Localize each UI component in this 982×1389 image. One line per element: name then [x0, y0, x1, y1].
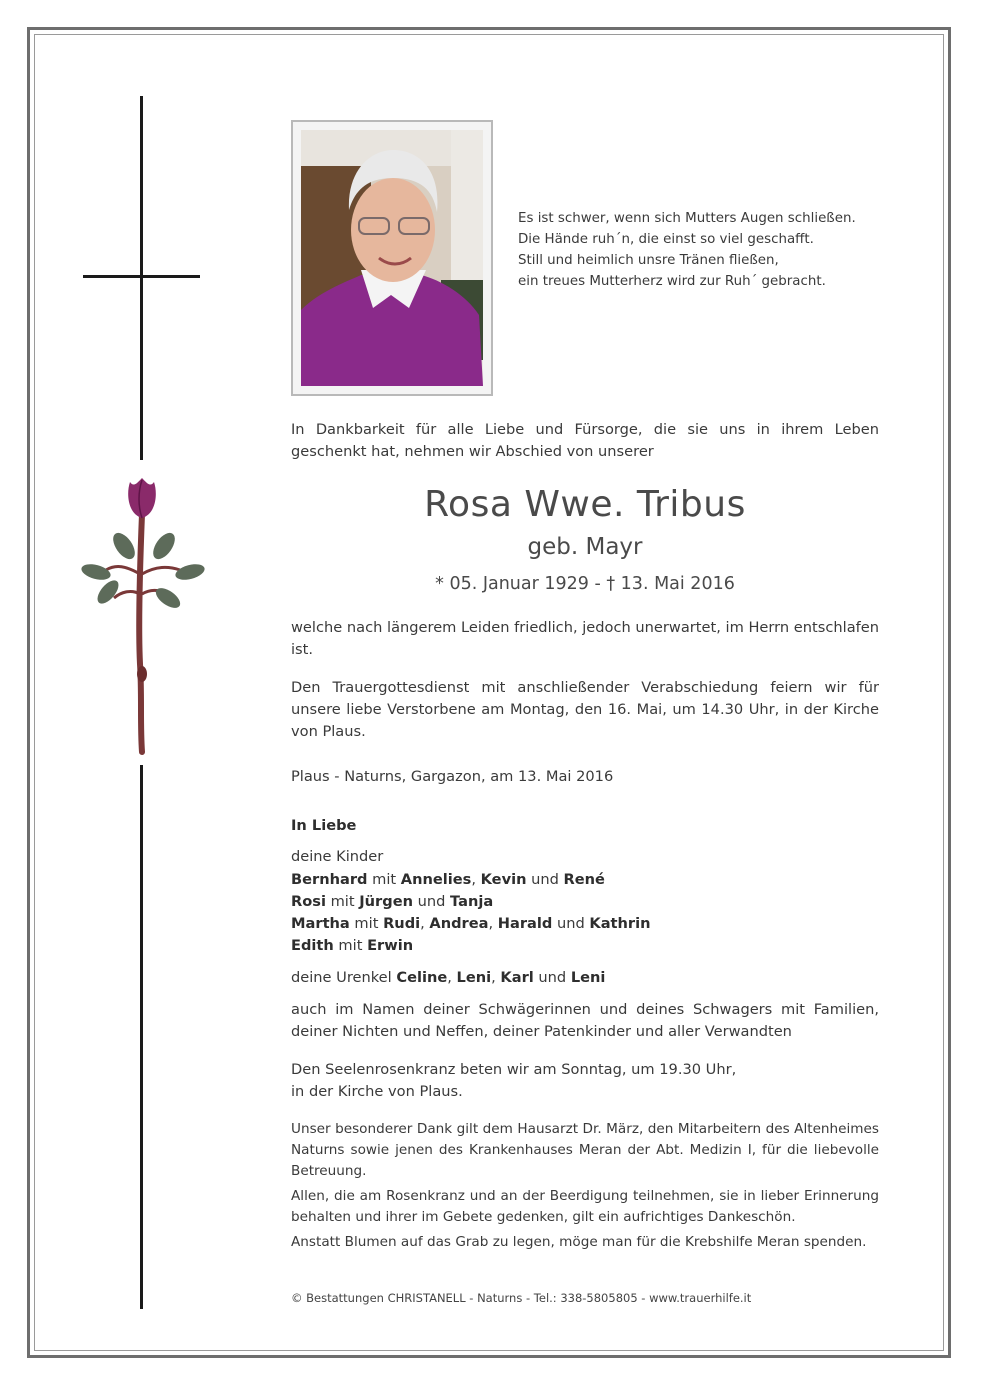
- children-label: deine Kinder: [291, 848, 384, 865]
- rosary-line: Den Seelenrosenkranz beten wir am Sonntag, um 19.30 Uhr,: [291, 1061, 737, 1078]
- birth-name: geb. Mayr: [527, 534, 643, 560]
- footer: © Bestattungen CHRISTANELL - Naturns - Tel.: 338-5805805 - www.trauerhilfe.it: [291, 1291, 752, 1305]
- family-line: Edith mit Erwin: [291, 937, 414, 954]
- rosary: [291, 1059, 879, 1103]
- poem-line: Die Hände ruh´n, die einst so viel geschafft.: [518, 232, 814, 247]
- intro-text: In Dankbarkeit für alle Liebe und Fürsorge, die sie uns in ihrem Leben geschenkt hat, nehmen wir Abschied von unserer: [291, 421, 879, 460]
- funeral-service: Den Trauergottesdienst mit anschließender Verabschiedung feiern wir für unsere liebe Verstorbene am Montag, den 16. Mai, um 14.30 Uhr, in der Kirche von Plaus.: [291, 679, 879, 740]
- poem-line: Es ist schwer, wenn sich Mutters Augen schließen.: [518, 211, 856, 226]
- deceased-name: Rosa Wwe. Tribus: [424, 484, 746, 525]
- thanks-3: Anstatt Blumen auf das Grab zu legen, möge man für die Krebshilfe Meran spenden.: [291, 1234, 867, 1250]
- life-dates: * 05. Januar 1929 - † 13. Mai 2016: [435, 574, 735, 594]
- thanks-2: Allen, die am Rosenkranz und an der Beerdigung teilnehmen, sie in lieber Erinnerung behalten und ihrer im Gebete gedenken, gilt ein aufrichtiges Dankeschön.: [291, 1188, 879, 1225]
- family-line: Rosi mit Jürgen und Tanja: [291, 893, 494, 910]
- thanks-1: Unser besonderer Dank gilt dem Hausarzt Dr. März, den Mitarbeitern des Altenheimes Naturns sowie jenen des Krankenhauses Meran der Abt. Medizin I, für die liebevolle Betreuung.: [291, 1121, 879, 1179]
- death-notice: welche nach längerem Leiden friedlich, jedoch unerwartet, im Herrn entschlafen ist.: [291, 619, 879, 658]
- mourners-heading: In Liebe: [291, 817, 357, 834]
- poem-line: Still und heimlich unsre Tränen fließen,: [518, 253, 779, 268]
- portrait-photo: [301, 130, 483, 386]
- poem: [518, 208, 878, 292]
- poem-line: ein treues Mutterherz wird zur Ruh´ gebracht.: [518, 274, 826, 289]
- relatives: auch im Namen deiner Schwägerinnen und deines Schwagers mit Familien, deiner Nichten und Neffen, deiner Patenkinder und aller Verwandten: [291, 1001, 879, 1040]
- tulip-icon: [76, 474, 210, 760]
- great-grandchildren: deine Urenkel Celine, Leni, Karl und Leni: [291, 969, 606, 986]
- family-list: [291, 869, 879, 957]
- rosary-line: in der Kirche von Plaus.: [291, 1083, 463, 1100]
- place-date: Plaus - Naturns, Gargazon, am 13. Mai 2016: [291, 768, 614, 785]
- family-line: Martha mit Rudi, Andrea, Harald und Kathrin: [291, 915, 651, 932]
- portrait-frame: [291, 120, 493, 396]
- family-line: Bernhard mit Annelies, Kevin und René: [291, 871, 605, 888]
